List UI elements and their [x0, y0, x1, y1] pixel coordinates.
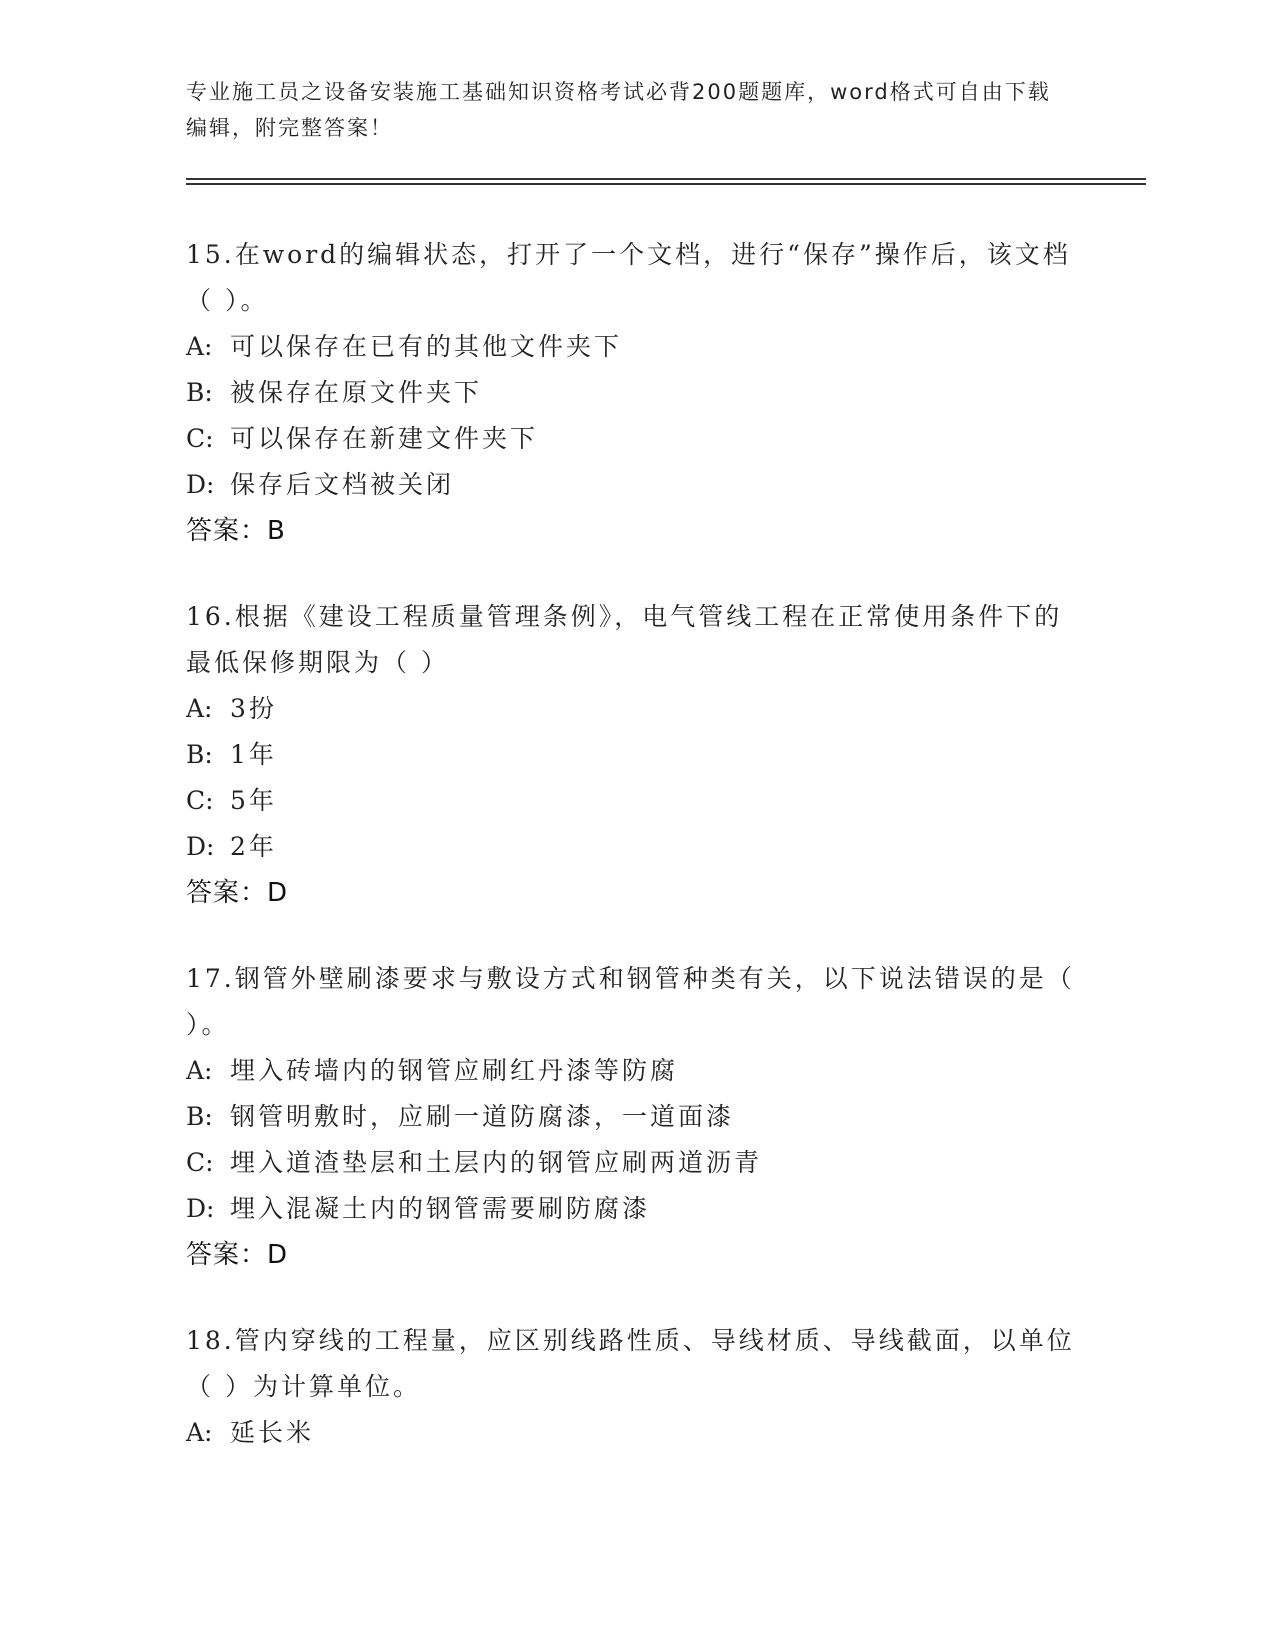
- option-text: 钢管明敷时，应刷一道防腐漆，一道面漆: [230, 1102, 735, 1131]
- option-c: [186, 778, 1076, 824]
- option-text: 1年: [230, 740, 277, 769]
- option-b: [186, 370, 1076, 416]
- option-key: A:: [186, 332, 213, 361]
- option-d: [186, 462, 1076, 508]
- option-a: [186, 324, 1076, 370]
- document-header: [186, 74, 1066, 146]
- header-divider-bottom: [186, 183, 1146, 185]
- option-a: [186, 1048, 1076, 1094]
- option-key: A:: [186, 694, 213, 723]
- option-key: C:: [186, 786, 214, 815]
- option-text: 埋入混凝土内的钢管需要刷防腐漆: [230, 1194, 651, 1223]
- question-stem: 16.根据《建设工程质量管理条例》，电气管线工程在正常使用条件下的最低保修期限为（ ）: [186, 602, 1063, 677]
- option-text: 被保存在原文件夹下: [230, 378, 483, 407]
- header-divider-top: [186, 178, 1146, 180]
- option-d: [186, 824, 1076, 870]
- option-text: 延长米: [230, 1418, 315, 1447]
- option-text: 可以保存在已有的其他文件夹下: [230, 332, 623, 361]
- option-text: 可以保存在新建文件夹下: [230, 424, 539, 453]
- question-18: [186, 1318, 1076, 1456]
- answer-line: 答案：D: [186, 878, 289, 908]
- option-a: [186, 1410, 1076, 1456]
- option-key: D:: [186, 1194, 215, 1223]
- option-text: 埋入砖墙内的钢管应刷红丹漆等防腐: [230, 1056, 679, 1085]
- option-text: 埋入道渣垫层和土层内的钢管应刷两道沥青: [230, 1148, 763, 1177]
- option-text: 5年: [230, 786, 277, 815]
- question-15: [186, 232, 1076, 554]
- question-stem: 18.管内穿线的工程量，应区别线路性质、导线材质、导线截面，以单位（ ）为计算单位。: [186, 1326, 1075, 1401]
- option-b: [186, 732, 1076, 778]
- option-key: C:: [186, 424, 214, 453]
- option-key: D:: [186, 832, 215, 861]
- option-a: [186, 686, 1076, 732]
- option-key: D:: [186, 470, 215, 499]
- header-text: 专业施工员之设备安装施工基础知识资格考试必背200题题库，word格式可自由下载编辑，附完整答案！: [186, 80, 1051, 140]
- option-key: B:: [186, 740, 213, 769]
- option-key: B:: [186, 1102, 213, 1131]
- option-text: 3扮: [230, 694, 277, 723]
- question-17: [186, 956, 1076, 1278]
- option-key: A:: [186, 1056, 213, 1085]
- option-text: 2年: [230, 832, 277, 861]
- question-stem: 15.在word的编辑状态，打开了一个文档，进行“保存”操作后，该文档（ ）。: [186, 240, 1071, 315]
- question-16: [186, 594, 1076, 916]
- option-c: [186, 1140, 1076, 1186]
- option-d: [186, 1186, 1076, 1232]
- question-stem: 17.钢管外壁刷漆要求与敷设方式和钢管种类有关，以下说法错误的是（ ）。: [186, 964, 1075, 1039]
- answer-line: 答案：B: [186, 516, 286, 546]
- option-b: [186, 1094, 1076, 1140]
- answer-line: 答案：D: [186, 1240, 289, 1270]
- option-key: A:: [186, 1418, 213, 1447]
- option-key: B:: [186, 378, 213, 407]
- option-key: C:: [186, 1148, 214, 1177]
- option-text: 保存后文档被关闭: [230, 470, 455, 499]
- option-c: [186, 416, 1076, 462]
